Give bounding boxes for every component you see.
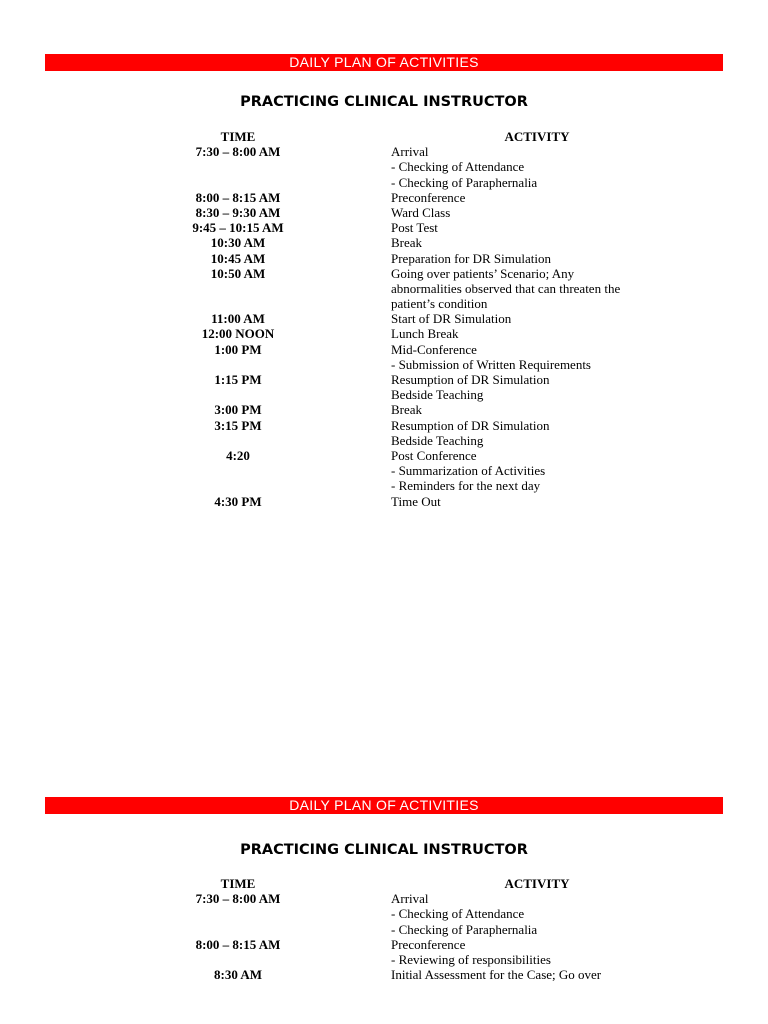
table-row <box>0 448 768 463</box>
table-row <box>0 342 768 357</box>
activity-cell: patient’s condition <box>391 296 488 312</box>
activity-cell: - Submission of Written Requirements <box>391 356 591 372</box>
table-row <box>0 266 768 281</box>
table-row <box>0 463 768 478</box>
activity-cell: Mid-Conference <box>391 341 477 357</box>
time-cell: 1:00 PM <box>214 341 262 357</box>
time-cell: 3:15 PM <box>214 417 262 433</box>
table-row <box>0 251 768 266</box>
table-row <box>0 357 768 372</box>
activity-cell: Time Out <box>391 493 441 509</box>
time-cell: 4:30 PM <box>214 493 262 509</box>
activity-cell: Start of DR Simulation <box>391 311 512 327</box>
time-cell: 10:45 AM <box>210 250 266 266</box>
activity-cell: Post Test <box>391 220 438 236</box>
activity-cell: - Checking of Attendance <box>391 906 525 922</box>
activity-cell: - Summarization of Activities <box>391 463 546 479</box>
schedule-table <box>0 876 768 982</box>
activity-cell: Arrival <box>391 144 429 160</box>
table-row <box>0 372 768 387</box>
table-row <box>0 281 768 296</box>
activity-cell: Going over patients’ Scenario; Any <box>391 265 575 281</box>
table-row <box>0 311 768 326</box>
time-cell: 7:30 – 8:00 AM <box>195 144 281 160</box>
table-row <box>0 906 768 921</box>
activity-column-header: ACTIVITY <box>504 876 570 891</box>
time-column-header: TIME <box>220 129 256 144</box>
table-row <box>0 235 768 250</box>
time-cell: 10:30 AM <box>210 235 266 251</box>
activity-cell: abnormalities observed that can threaten the <box>391 280 621 296</box>
time-cell: 1:15 PM <box>214 372 262 387</box>
activity-cell: - Checking of Attendance <box>391 159 525 175</box>
activity-cell: Preconference <box>391 189 466 205</box>
table-row <box>0 220 768 235</box>
table-row <box>0 937 768 952</box>
table-row <box>0 387 768 402</box>
activity-cell: Break <box>391 235 423 251</box>
time-cell: 10:50 AM <box>210 265 266 281</box>
activity-cell: Bedside Teaching <box>391 387 484 403</box>
time-cell: 11:00 AM <box>211 311 265 327</box>
table-row <box>0 296 768 311</box>
page-subtitle: PRACTICING CLINICAL INSTRUCTOR <box>240 94 528 110</box>
time-cell: 4:20 <box>226 447 250 463</box>
activity-cell: Ward Class <box>391 204 451 220</box>
table-row <box>0 175 768 190</box>
activity-cell: Preconference <box>391 936 466 952</box>
activity-cell: Arrival <box>391 891 429 907</box>
table-row <box>0 402 768 417</box>
table-row <box>0 205 768 220</box>
table-row <box>0 478 768 493</box>
time-cell: 8:30 AM <box>213 967 263 983</box>
table-row <box>0 326 768 341</box>
table-header-row <box>0 876 768 891</box>
time-column-header: TIME <box>220 876 256 891</box>
table-row <box>0 494 768 509</box>
activity-cell: Lunch Break <box>391 326 459 342</box>
activity-cell: - Reviewing of responsibilities <box>391 951 551 967</box>
activity-cell: Initial Assessment for the Case; Go over <box>391 967 602 983</box>
activity-cell: Resumption of DR Simulation <box>391 417 550 433</box>
activity-cell: Break <box>391 402 423 418</box>
time-cell: 8:30 – 9:30 AM <box>195 204 281 220</box>
time-cell: 12:00 NOON <box>201 326 275 342</box>
table-row <box>0 967 768 982</box>
table-row <box>0 891 768 906</box>
table-row <box>0 144 768 159</box>
time-cell: 8:00 – 8:15 AM <box>195 936 281 952</box>
table-row <box>0 190 768 205</box>
page-subtitle: PRACTICING CLINICAL INSTRUCTOR <box>240 842 528 858</box>
activity-cell: - Checking of Paraphernalia <box>391 921 538 937</box>
time-cell: 8:00 – 8:15 AM <box>195 189 281 205</box>
table-row <box>0 159 768 174</box>
activity-cell: - Checking of Paraphernalia <box>391 174 538 190</box>
table-header-row <box>0 129 768 144</box>
activity-cell: - Reminders for the next day <box>391 478 541 494</box>
time-cell: 9:45 – 10:15 AM <box>192 220 284 236</box>
activity-cell: Resumption of DR Simulation <box>391 372 550 387</box>
table-row <box>0 433 768 448</box>
schedule-table <box>0 129 768 509</box>
time-cell: 3:00 PM <box>214 402 262 418</box>
table-row <box>0 952 768 967</box>
activity-column-header: ACTIVITY <box>504 129 570 144</box>
activity-cell: Preparation for DR Simulation <box>391 250 551 266</box>
activity-cell: Post Conference <box>391 447 477 463</box>
table-row <box>0 922 768 937</box>
banner-title: DAILY PLAN OF ACTIVITIES <box>45 54 723 71</box>
time-cell: 7:30 – 8:00 AM <box>195 891 281 907</box>
activity-cell: Bedside Teaching <box>391 432 484 448</box>
banner-title: DAILY PLAN OF ACTIVITIES <box>45 797 723 814</box>
table-row <box>0 418 768 433</box>
